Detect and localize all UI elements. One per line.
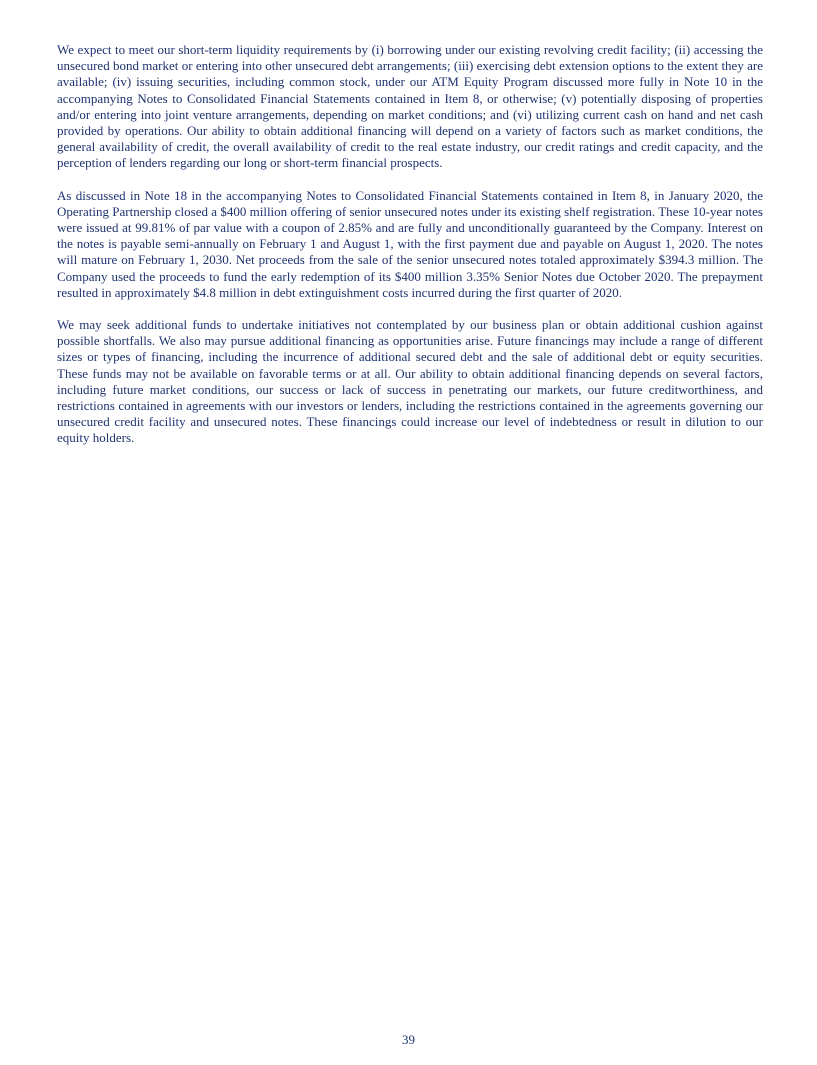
paragraph-liquidity-requirements: We expect to meet our short-term liquidity requirements by (i) borrowing under our existing revolving credit facility; (ii) accessing the unsecured bond market or entering into other unsecured debt arrangements; (iii) exercising debt extension options to the extent they are available; (iv) issuing securities, including common stock, under our ATM Equity Program discussed more fully in Note 10 in the accompanying Notes to Consolidated Financial Statements contained in Item 8, or otherwise; (v) potentially disposing of properties and/or entering into joint venture arrangements, depending on market conditions; and (vi) utilizing current cash on hand and net cash provided by operations. Our ability to obtain additional financing will depend on a variety of factors such as market conditions, the general availability of credit, the overall availability of credit to the real estate industry, our credit ratings and credit capacity, and the perception of lenders regarding our long or short-term financial prospects. — [57, 42, 763, 171]
document-body — [57, 42, 763, 463]
paragraph-senior-notes-offering: As discussed in Note 18 in the accompanying Notes to Consolidated Financial Statements contained in Item 8, in January 2020, the Operating Partnership closed a $400 million offering of senior unsecured notes under its existing shelf registration. These 10-year notes were issued at 99.81% of par value with a coupon of 2.85% and are fully and unconditionally guaranteed by the Company. Interest on the notes is payable semi-annually on February 1 and August 1, with the first payment due and payable on August 1, 2020. The notes will mature on February 1, 2030. Net proceeds from the sale of the senior unsecured notes totaled approximately $394.3 million. The Company used the proceeds to fund the early redemption of its $400 million 3.35% Senior Notes due October 2020. The prepayment resulted in approximately $4.8 million in debt extinguishment costs incurred during the first quarter of 2020. — [57, 187, 763, 300]
page-number: 39 — [402, 1032, 415, 1047]
paragraph-additional-financing: We may seek additional funds to undertake initiatives not contemplated by our business plan or obtain additional cushion against possible shortfalls. We also may pursue additional financing as opportunities arise. Future financings may include a range of different sizes or types of financing, including the incurrence of additional secured debt and the sale of additional debt or equity securities. These funds may not be available on favorable terms or at all. Our ability to obtain additional financing depends on several factors, including future market conditions, our success or lack of success in penetrating our markets, our future creditworthiness, and restrictions contained in agreements with our investors or lenders, including the restrictions contained in the agreements governing our unsecured credit facility and unsecured notes. These financings could increase our level of indebtedness or result in dilution to our equity holders. — [57, 317, 763, 446]
